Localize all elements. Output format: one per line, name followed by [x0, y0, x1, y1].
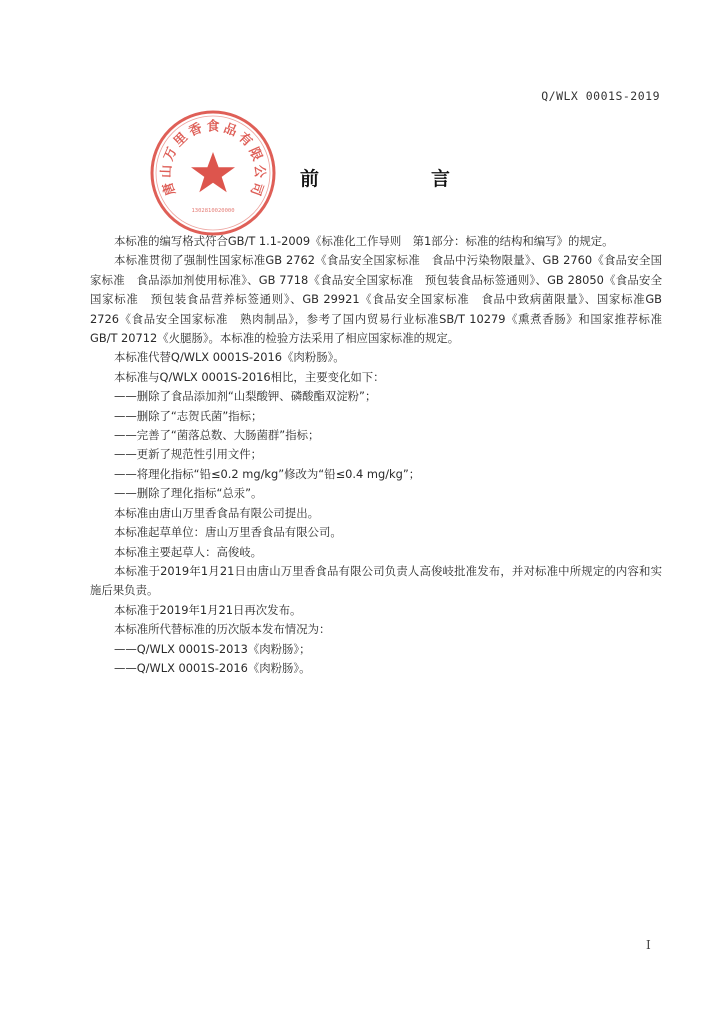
- paragraph-approval: 本标准于2019年1月21日由唐山万里香食品有限公司负责人高俊岐批准发布，并对标准中所规定的内容和实施后果负责。: [90, 563, 662, 598]
- paragraph-replaces: 本标准代替Q/WLX 0001S-2016《肉粉肠》。: [113, 350, 345, 365]
- paragraph-drafting-unit: 本标准起草单位：唐山万里香食品有限公司。: [113, 525, 342, 540]
- seal-char: 山: [159, 164, 175, 179]
- seal-graphic: [148, 108, 278, 238]
- page-number: I: [646, 938, 651, 952]
- change-item: ——完善了“菌落总数、大肠菌群”指标；: [113, 428, 320, 443]
- seal-char: 司: [246, 180, 266, 198]
- paragraph-referenced-standards: 本标准贯彻了强制性国家标准GB 2762《食品安全国家标准 食品中污染物限量》、GB 2760《食品安全国家标准 食品添加剂使用标准》、GB 7718《食品安全国家标准 预包装食品标签通则》、GB 28050《食品安全国家标准 预包装食品营养标签通则》、GB 29921《食品安全国家标准 食品中致病菌限量》、国家标准GB 2726《食品安全国家标准 熟肉制品》，参考了国内贸易行业标准SB/T 10279《熏煮香肠》和国家推荐标准GB/T 20712《火腿肠》。本标准的检验方法采用了相应国家标准的规定。: [90, 253, 662, 346]
- paragraph-changes-intro: 本标准与Q/WLX 0001S-2016相比，主要变化如下：: [113, 369, 385, 384]
- history-item: ——Q/WLX 0001S-2016《肉粉肠》。: [113, 660, 311, 675]
- seal-char: 里: [171, 129, 191, 150]
- change-item: ——删除了食品添加剂“山梨酸钾、磷酸酯双淀粉”；: [113, 389, 377, 404]
- title-char-2: 言: [430, 168, 450, 190]
- seal-char: 食: [206, 119, 220, 135]
- seal-char: 品: [221, 120, 240, 140]
- seal-char: 限: [245, 145, 265, 164]
- page-title: [300, 164, 450, 191]
- foreword-body: [90, 232, 662, 678]
- paragraph-format: 本标准的编写格式符合GB/T 1.1-2009《标准化工作导则 第1部分：标准的结构和编写》的规定。: [113, 234, 614, 248]
- change-item: ——更新了规范性引用文件；: [113, 447, 263, 462]
- change-item: ——删除了理化指标“总汞”。: [113, 486, 263, 501]
- paragraph-drafter: 本标准主要起草人：高俊岐。: [113, 544, 263, 559]
- change-item: ——删除了“志贺氏菌”指标；: [113, 408, 263, 423]
- seal-char: 公: [251, 164, 267, 179]
- seal-char: 有: [235, 129, 255, 150]
- seal-char: 唐: [160, 180, 180, 198]
- paragraph-proposer: 本标准由唐山万里香食品有限公司提出。: [113, 505, 319, 520]
- company-seal-stamp: [148, 108, 278, 238]
- change-item: ——将理化指标“铅≤0.2 mg/kg”修改为“铅≤0.4 mg/kg”；: [113, 466, 421, 481]
- paragraph-history-intro: 本标准所代替标准的历次版本发布情况为：: [113, 622, 331, 637]
- paragraph-release: 本标准于2019年1月21日再次发布。: [113, 602, 302, 617]
- seal-number: 1302810020000: [191, 208, 235, 214]
- document-code: Q/WLX 0001S-2019: [541, 89, 660, 103]
- seal-char: 万: [161, 145, 181, 164]
- title-char-1: 前: [300, 168, 320, 190]
- history-item: ——Q/WLX 0001S-2013《肉粉肠》；: [113, 641, 311, 656]
- seal-star-icon: [191, 152, 235, 192]
- seal-char: 香: [186, 120, 205, 140]
